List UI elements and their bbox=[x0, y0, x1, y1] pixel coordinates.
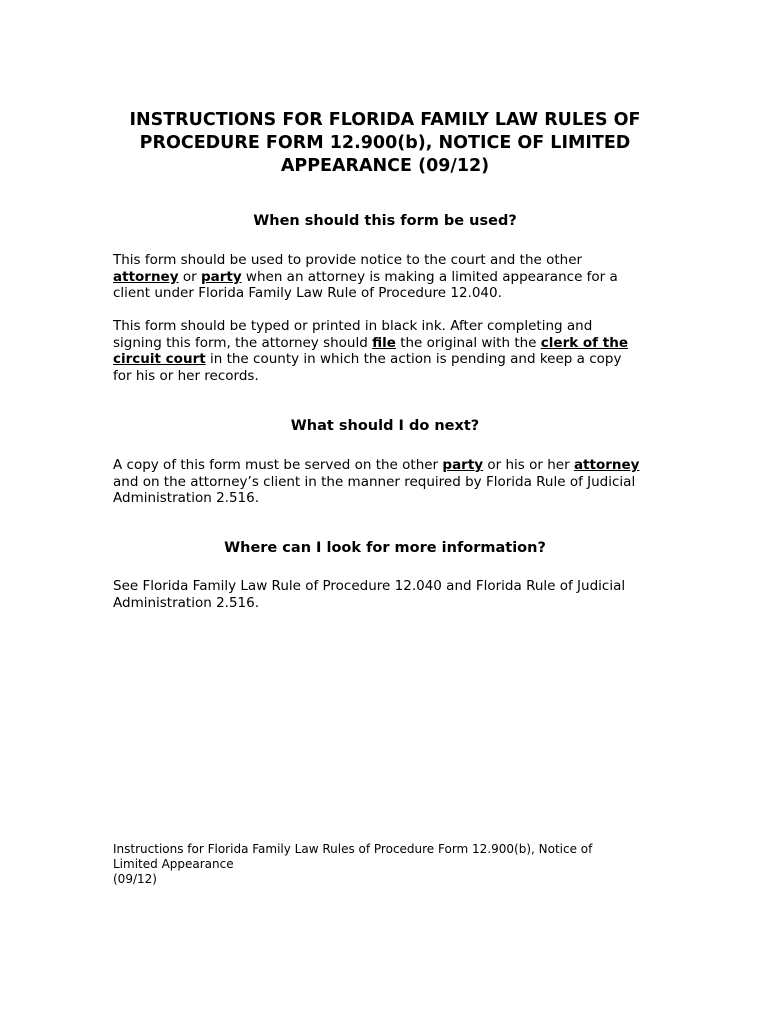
text-line: Administration 2.516. bbox=[113, 490, 260, 507]
text-line: This form should be used to provide notice to the court and the other bbox=[113, 252, 583, 268]
term-attorney-link[interactable]: attorney bbox=[573, 457, 640, 473]
text-fragment: or bbox=[178, 268, 201, 285]
text-fragment: in the county in which the action is pending and keep a copy bbox=[205, 351, 622, 368]
text-line bbox=[113, 335, 661, 352]
paragraph-service bbox=[113, 457, 661, 507]
text-line: Administration 2.516. bbox=[113, 594, 260, 611]
text-line: client under Florida Family Law Rule of Procedure 12.040. bbox=[113, 285, 502, 302]
text-fragment: the original with the bbox=[395, 334, 541, 351]
term-attorney-link[interactable]: attorney bbox=[113, 268, 179, 285]
term-file-link[interactable]: file bbox=[372, 334, 396, 351]
text-fragment: when an attorney is making a limited appearance for a bbox=[241, 268, 618, 285]
page-footer bbox=[113, 842, 653, 887]
section-heading-next: What should I do next? bbox=[290, 418, 480, 434]
text-line: for his or her records. bbox=[113, 367, 259, 384]
paragraph-references bbox=[113, 578, 661, 611]
section-heading-more-info: Where can I look for more information? bbox=[224, 540, 546, 556]
paragraph-filing bbox=[113, 318, 661, 384]
footer-line: Limited Appearance bbox=[113, 857, 234, 871]
text-line: This form should be typed or printed in black ink. After completing and bbox=[113, 318, 593, 334]
term-party-link[interactable]: party bbox=[442, 457, 484, 473]
term-party-link[interactable]: party bbox=[200, 268, 242, 285]
term-clerk-link[interactable]: clerk of the bbox=[540, 334, 628, 351]
text-fragment: A copy of this form must be served on the other bbox=[113, 457, 443, 473]
text-line bbox=[113, 351, 661, 368]
document-title bbox=[112, 109, 658, 178]
text-line: See Florida Family Law Rule of Procedure 12.040 and Florida Rule of Judicial bbox=[113, 578, 626, 594]
term-circuit-court-link[interactable]: circuit court bbox=[113, 351, 206, 368]
section-heading-when: When should this form be used? bbox=[253, 213, 517, 229]
title-line: INSTRUCTIONS FOR FLORIDA FAMILY LAW RULES OF bbox=[129, 110, 641, 130]
text-line bbox=[113, 269, 661, 286]
footer-line: Instructions for Florida Family Law Rules of Procedure Form 12.900(b), Notice of bbox=[113, 842, 593, 856]
text-line bbox=[113, 457, 661, 474]
footer-line: (09/12) bbox=[113, 872, 157, 886]
text-fragment: signing this form, the attorney should bbox=[113, 334, 373, 351]
text-fragment: or his or her bbox=[483, 457, 574, 473]
text-line: and on the attorney’s client in the manner required by Florida Rule of Judicial bbox=[113, 473, 636, 490]
paragraph-purpose bbox=[113, 252, 661, 302]
title-line: PROCEDURE FORM 12.900(b), NOTICE OF LIMITED bbox=[139, 133, 631, 153]
title-line: APPEARANCE (09/12) bbox=[280, 156, 490, 176]
